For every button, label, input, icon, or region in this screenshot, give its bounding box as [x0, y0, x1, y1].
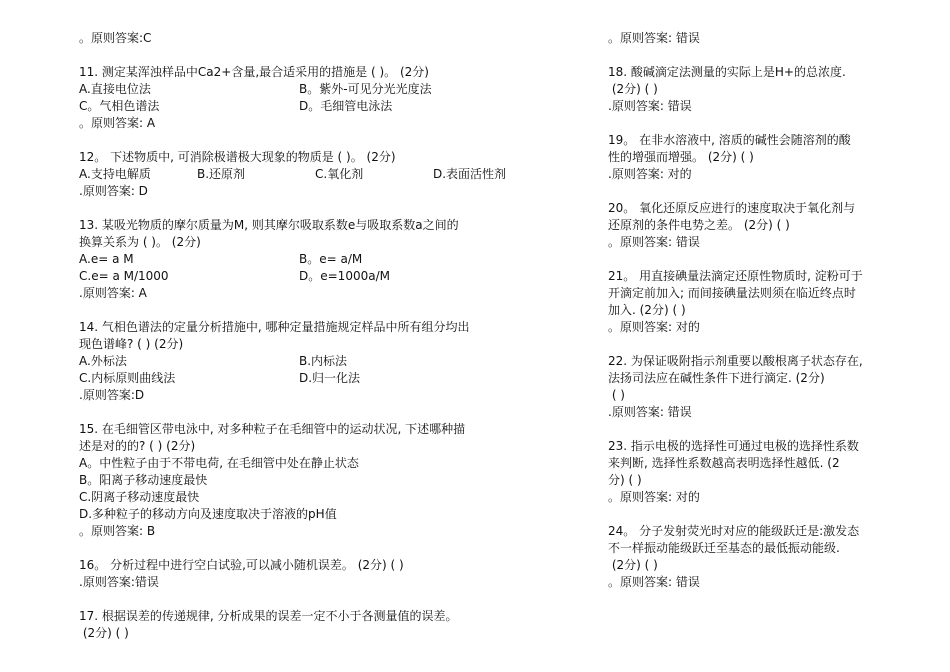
- question-22-line2: 法扬司法应在碱性条件下进行滴定. (2分): [608, 371, 825, 385]
- question-21: [608, 268, 926, 336]
- question-17-stem-line1: 17. 根据误差的传递规律, 分析成果的误差一定不小于各测量值的误差。: [79, 609, 458, 623]
- option-c: C.内标原则曲线法: [79, 371, 176, 385]
- question-23: [608, 438, 926, 506]
- right-column: [608, 30, 926, 591]
- answer-q20: 。原则答案: 错误: [608, 235, 700, 249]
- option-a: A.直接电位法: [79, 82, 151, 96]
- option-c: C.氧化剂: [315, 167, 364, 181]
- question-17-stem-line2: (2分) ( ): [79, 626, 129, 640]
- question-20-line1: 20。 氧化还原反应进行的速度取决于氧化剂与: [608, 201, 856, 215]
- question-19-line1: 19。 在非水溶液中, 溶质的碱性会随溶剂的酸: [608, 133, 851, 147]
- question-23-line1: 23. 指示电极的选择性可通过电极的选择性系数: [608, 439, 859, 453]
- option-b: B。e= a/M: [299, 252, 363, 266]
- answer-q12: .原则答案: D: [79, 184, 148, 198]
- question-12: [79, 149, 579, 200]
- question-21-line2: 开滴定前加入; 而间接碘量法则须在临近终点时: [608, 286, 856, 300]
- answer-q18: .原则答案: 错误: [608, 99, 692, 113]
- option-b: B.还原剂: [197, 167, 246, 181]
- question-14-stem-line2: 现色谱峰? ( ) (2分): [79, 337, 184, 351]
- option-d: D。毛细管电泳法: [299, 99, 393, 113]
- question-21-line1: 21。 用直接碘量法滴定还原性物质时, 淀粉可于: [608, 269, 863, 283]
- question-24-line1: 24。 分子发射荧光时对应的能级跃迁是:激发态: [608, 524, 860, 538]
- option-c: C.e= a M/1000: [79, 269, 169, 283]
- question-13: [79, 217, 579, 302]
- question-19-line2: 性的增强而增强。 (2分) ( ): [608, 150, 754, 164]
- answer-q22: .原则答案: 错误: [608, 405, 692, 419]
- left-column: [79, 30, 579, 642]
- question-20-line2: 还原剂的条件电势之差。 (2分) ( ): [608, 218, 790, 232]
- question-16-stem: 16。 分析过程中进行空白试验,可以减小随机误差。 (2分) ( ): [79, 558, 404, 572]
- question-13-stem-line2: 换算关系为 ( )。 (2分): [79, 235, 201, 249]
- question-14-stem-line1: 14. 气相色谱法的定量分析措施中, 哪种定量措施规定样品中所有组分均出: [79, 320, 470, 334]
- question-15: [79, 421, 579, 540]
- answer-q19: .原则答案: 对的: [608, 167, 692, 181]
- question-23-line3: 分) ( ): [608, 473, 642, 487]
- answer-q24: 。原则答案: 错误: [608, 575, 700, 589]
- question-18-line1: 18. 酸碱滴定法测量的实际上是H+的总浓度.: [608, 65, 846, 79]
- question-22-line1: 22. 为保证吸附指示剂重要以酸根离子状态存在,: [608, 354, 863, 368]
- option-a: A。中性粒子由于不带电荷, 在毛细管中处在静止状态: [79, 456, 359, 470]
- question-12-stem: 12。 下述物质中, 可消除极谱极大现象的物质是 ( )。 (2分): [79, 150, 396, 164]
- question-19: [608, 132, 926, 183]
- question-21-line3: 加入. (2分) ( ): [608, 303, 686, 317]
- question-18-line2: (2分) ( ): [608, 82, 658, 96]
- option-c: C。气相色谱法: [79, 99, 160, 113]
- option-a: A.支持电解质: [79, 167, 151, 181]
- option-d: D.多种粒子的移动方向及速度取决于溶液的pH值: [79, 507, 337, 521]
- answer-q10: 。原则答案:C: [79, 31, 152, 45]
- answer-q13: .原则答案: A: [79, 286, 147, 300]
- option-a: A.e= a M: [79, 252, 134, 266]
- question-18: [608, 64, 926, 115]
- question-24: [608, 523, 926, 591]
- answer-q11: 。原则答案: A: [79, 116, 156, 130]
- question-20: [608, 200, 926, 251]
- question-15-stem-line2: 述是对的的? ( ) (2分): [79, 439, 196, 453]
- question-22: [608, 353, 926, 421]
- answer-q17: 。原则答案: 错误: [608, 31, 700, 45]
- question-14: [79, 319, 579, 404]
- question-24-line3: (2分) ( ): [608, 558, 658, 572]
- option-d: D.归一化法: [299, 371, 361, 385]
- option-b: B.内标法: [299, 354, 348, 368]
- question-16: [79, 557, 579, 591]
- option-b: B。紫外-可见分光光度法: [299, 82, 432, 96]
- option-c: C.阴离子移动速度最快: [79, 490, 200, 504]
- question-17: [79, 608, 579, 642]
- question-15-stem-line1: 15. 在毛细管区带电泳中, 对多种粒子在毛细管中的运动状况, 下述哪种描: [79, 422, 466, 436]
- answer-q16: .原则答案:错误: [79, 575, 159, 589]
- question-11: [79, 64, 579, 132]
- answer-q14: .原则答案:D: [79, 388, 145, 402]
- answer-q23: 。原则答案: 对的: [608, 490, 700, 504]
- option-b: B。阳离子移动速度最快: [79, 473, 208, 487]
- question-24-line2: 不一样振动能级跃迁至基态的最低振动能级.: [608, 541, 840, 555]
- question-13-stem-line1: 13. 某吸光物质的摩尔质量为M, 则其摩尔吸取系数e与吸取系数a之间的: [79, 218, 459, 232]
- question-11-stem: 11. 测定某浑浊样品中Ca2+含量,最合适采用的措施是 ( )。 (2分): [79, 65, 429, 79]
- option-d: D.表面活性剂: [433, 167, 507, 181]
- answer-q15: 。原则答案: B: [79, 524, 156, 538]
- option-d: D。e=1000a/M: [299, 269, 390, 283]
- answer-q21: 。原则答案: 对的: [608, 320, 700, 334]
- option-a: A.外标法: [79, 354, 127, 368]
- question-22-line3: ( ): [608, 388, 625, 402]
- question-23-line2: 来判断, 选择性系数越高表明选择性越低. (2: [608, 456, 840, 470]
